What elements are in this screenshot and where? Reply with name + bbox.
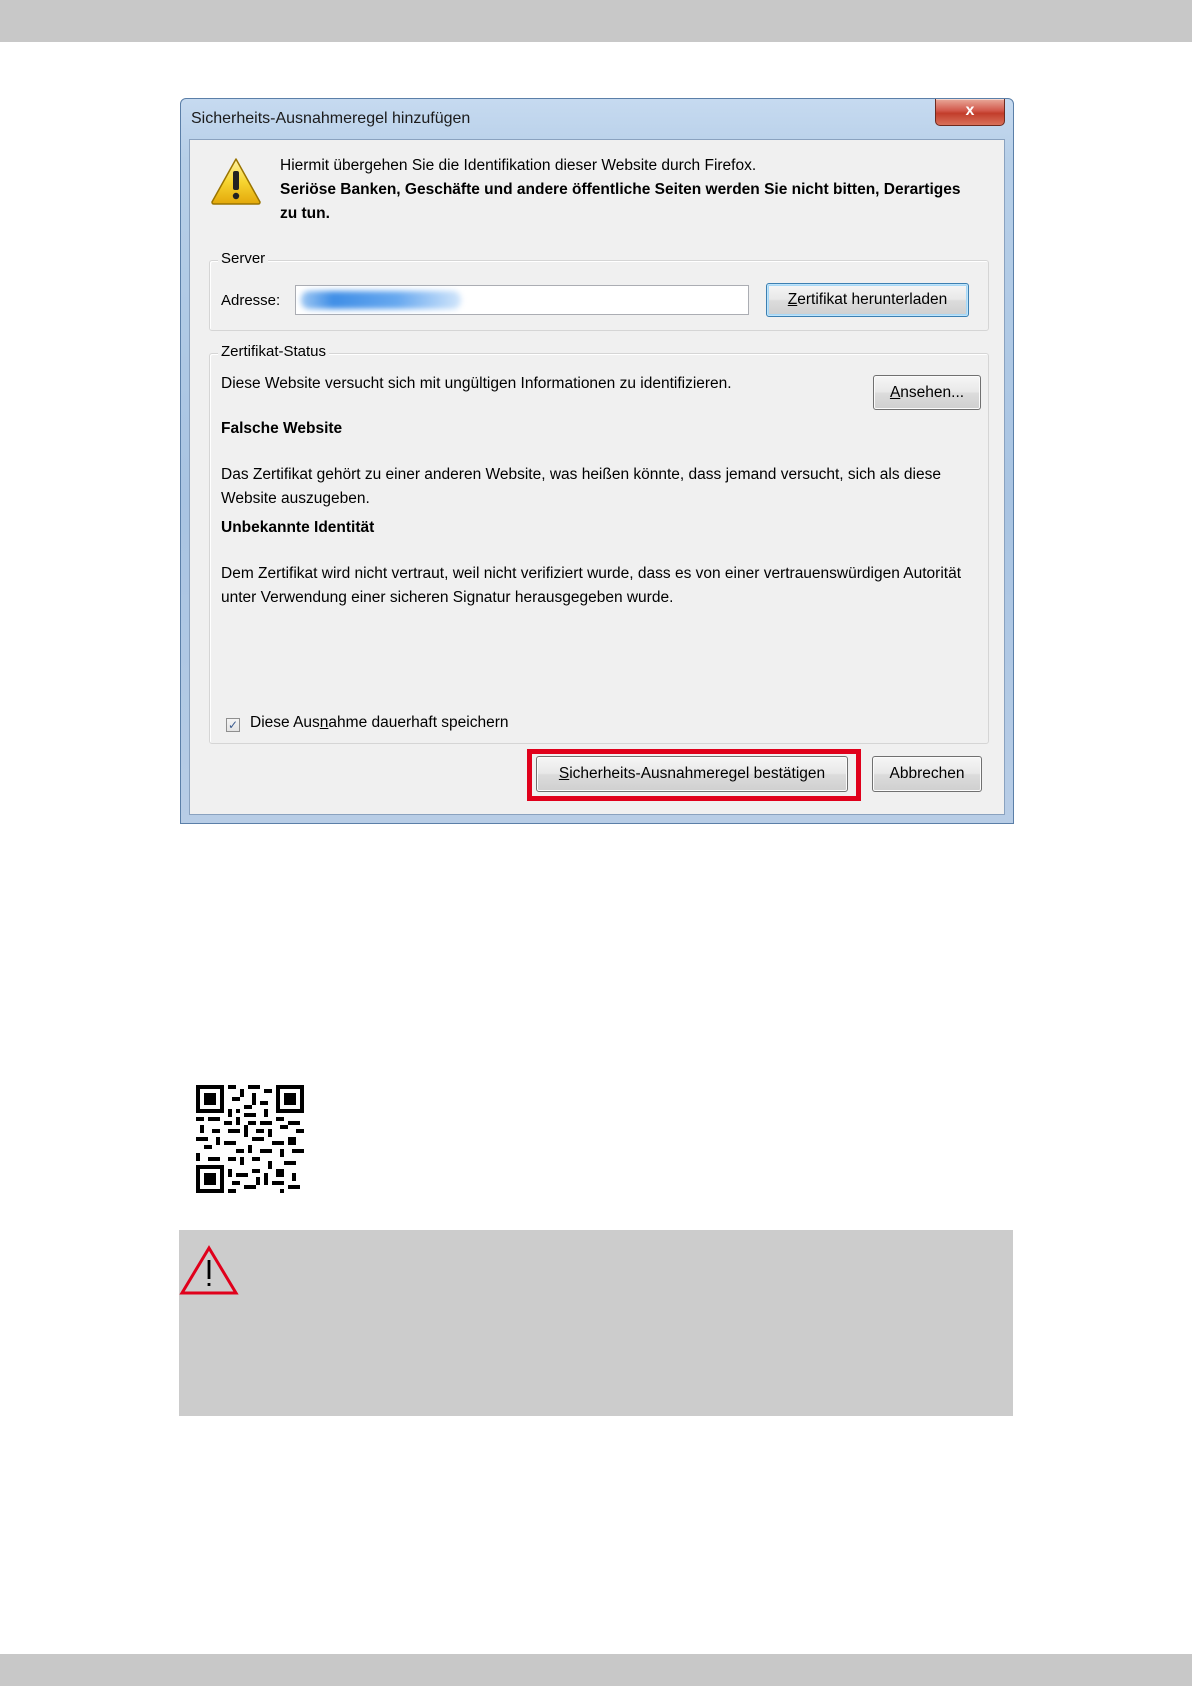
- intro-warning: Seriöse Banken, Geschäfte und andere öffentliche Seiten werden Sie nicht bitten, Derartiges zu tun.: [280, 181, 961, 222]
- checkbox-label-start: Diese Aus: [250, 714, 320, 731]
- warning-icon: [210, 156, 262, 206]
- unknown-identity-title: Unbekannte Identität: [221, 519, 375, 536]
- dialog-content: [189, 139, 1005, 815]
- server-group: [209, 250, 989, 331]
- view-mnemonic: A: [889, 384, 901, 401]
- download-mnemonic: Z: [787, 291, 798, 308]
- confirm-mnemonic: S: [558, 765, 570, 782]
- address-label: Adresse:: [221, 292, 281, 309]
- dialog-title: Sicherheits-Ausnahmeregel hinzufügen: [191, 110, 471, 127]
- close-icon: x: [965, 102, 975, 119]
- address-input[interactable]: [295, 285, 749, 315]
- checkbox-label-end: ahme dauerhaft speichern: [328, 714, 509, 731]
- warning-triangle-icon: [179, 1244, 239, 1296]
- close-button[interactable]: [935, 99, 1005, 126]
- dialog-titlebar: [181, 99, 1013, 137]
- status-summary: Diese Website versucht sich mit ungültigen Informationen zu identifizieren.: [221, 375, 732, 392]
- server-legend: Server: [218, 250, 268, 267]
- checkbox-mnemonic: n: [319, 714, 329, 731]
- security-exception-dialog: [180, 98, 1014, 824]
- checkmark-icon: ✓: [227, 718, 239, 732]
- qr-code-icon: [196, 1085, 304, 1193]
- download-certificate-button[interactable]: [766, 283, 969, 317]
- view-button[interactable]: [873, 375, 981, 410]
- page-footer-band: [0, 1654, 1192, 1686]
- wrong-website-title: Falsche Website: [221, 420, 343, 437]
- intro-text: [280, 154, 980, 226]
- view-label: nsehen...: [900, 384, 965, 401]
- cancel-button[interactable]: Abbrechen: [872, 756, 982, 792]
- address-redacted: [301, 291, 461, 309]
- permanent-exception-label[interactable]: [250, 714, 509, 732]
- permanent-exception-checkbox[interactable]: [226, 718, 240, 732]
- wrong-website-text: Das Zertifikat gehört zu einer anderen Website, was heißen könnte, dass jemand versucht, sich als diese Website auszugeben.: [221, 466, 941, 507]
- unknown-identity-text: Dem Zertifikat wird nicht vertraut, weil nicht verifiziert wurde, dass es von einer vertrauenswürdigen Autorität unter Verwendung einer sicheren Signatur herausgegeben wurde.: [221, 565, 961, 606]
- certificate-status-legend: Zertifikat-Status: [218, 343, 329, 360]
- download-label: ertifikat herunterladen: [797, 291, 948, 308]
- confirm-button-highlight: [527, 749, 861, 801]
- intro-line: Hiermit übergehen Sie die Identifikation dieser Website durch Firefox.: [280, 157, 757, 174]
- certificate-status-group: [209, 343, 989, 744]
- confirm-label: icherheits-Ausnahmeregel bestätigen: [569, 765, 826, 782]
- note-box: [179, 1230, 1013, 1416]
- page-header-band: [0, 0, 1192, 42]
